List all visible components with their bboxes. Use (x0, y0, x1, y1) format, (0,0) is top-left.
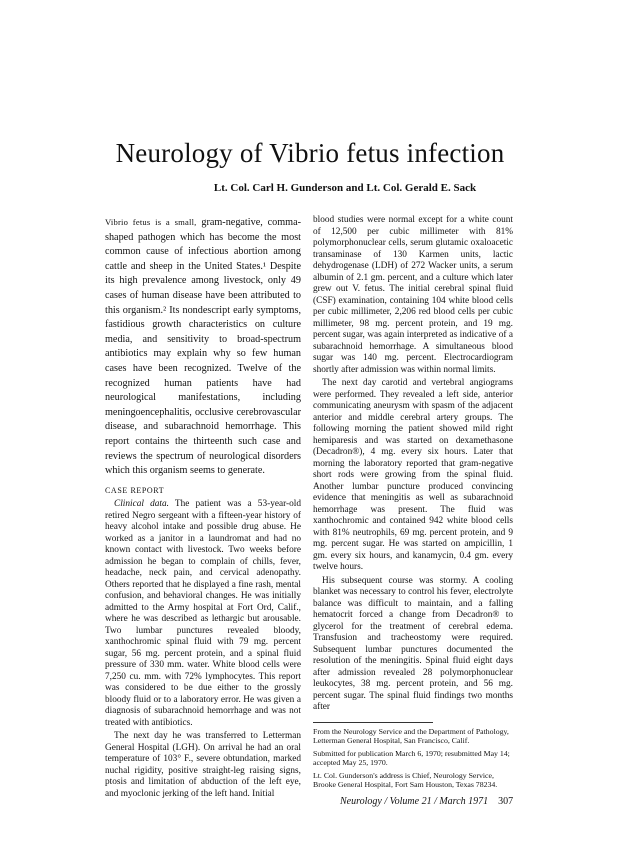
lead-smallcaps: Vibrio fetus is a small, (105, 217, 197, 227)
page-number: 307 (498, 796, 514, 807)
article-title: Neurology of Vibrio fetus infection (115, 138, 505, 168)
section-heading: CASE REPORT (105, 485, 165, 495)
footnote-submission: Submitted for publication March 6, 1970; resubmitted May 14; accepted May 25, 1970. (313, 748, 510, 768)
journal-citation: Neurology / Volume 21 / March 1971 (340, 796, 489, 807)
body-paragraph: His subsequent course was stormy. A cooling blanket was necessary to control his fever, electrolyte balance was difficult to maintain, and a falling hematocrit forced a change from Decadron® to glycerol for the treatment of cerebral edema. Transfusion and tracheostomy were required. Subsequent lumbar punctures documented the resolution of the meningitis. Spinal fluid eight days after admission revealed 28 polymorphonuclear leukocytes, 38 mg. percent protein, and 56 mg. percent sugar. The spinal fluid findings two months after (313, 575, 513, 712)
body-paragraph: The next day carotid and vertebral angiograms were performed. They revealed a left side, anterior communicating aneurysm with spasm of the adjacent anterior and middle cerebral artery groups. The following morning the patient showed mild right hemiparesis and was started on dexamethasone (Decadron®), 4 mg. every six hours. Later that morning the laboratory reported that gram-negative short rods were growing from the spinal fluid. Another lumbar puncture produced convincing evidence that meningitis as well as subarachnoid hemorrhage was present. The fluid was xanthochromic and contained 942 white blood cells with 81% neutrophils, 69 mg. percent protein, and 9 mg. percent sugar. He was started on ampicillin, 1 gm. every six hours, and kanamycin, 0.4 gm. every twelve hours. (313, 378, 513, 572)
body-paragraph: blood studies were normal except for a white count of 12,500 per cubic millimeter with 81% polymorphonuclear cells, serum glutamic oxaloacetic transaminase of 130 Karmen units, lactic dehydrogenase (LDH) of 272 Wacker units, a serum albumin of 2.1 gm. percent, and a culture which later grew out V. fetus. The initial cerebral spinal fluid (CSF) examination, containing 104 white blood cells per cubic millimeter, 2,206 red blood cells per cubic millimeter, 98 mg. percent protein, and 19 mg. percent sugar, was again interpreted as indicative of a subarachnoid hemorrhage. A simultaneous blood sugar was 140 mg. percent. Electrocardiogram shortly after admission was within normal limits. (313, 215, 513, 375)
clinical-data-paragraph (105, 499, 301, 729)
left-column (105, 215, 301, 800)
footnote-affiliation: From the Neurology Service and the Department of Pathology, Letterman General Hospital, San Francisco, Calif. (313, 726, 509, 746)
running-footer (340, 796, 520, 808)
clinical-data-label: Clinical data. (114, 499, 169, 510)
lead-text: gram-negative, comma-shaped pathogen which has become the most common cause of infectious abortion among cattle and sheep in the United States.¹ Despite its high prevalence among livestock, only 49 cases of human disease have been attributed to this organism.² Its nondescript early symptoms, fastidious growth characteristics on culture media, and sensitivity to broad-spectrum antibiotics may explain why so few human cases have been recognized. Twelve of the recognized human patients have had neurological manifestations, including meningoencephalitis, occlusive cerebrovascular disease, and subarachnoid hemorrhage. This report contains the thirteenth such case and reviews the spectrum of neurological disorders which this organism seems to generate. (105, 217, 301, 477)
lead-paragraph (105, 215, 301, 479)
right-column (313, 215, 513, 793)
clinical-data-text: The patient was a 53-year-old retired Negro sergeant with a fifteen-year history of heavy alcohol intake and possible drug abuse. He worked as a janitor in a laundromat and had no known contact with livestock. Two weeks before admission he began to complain of chills, fever, headache, neck pain, and cervical adenopathy. Others reported that he displayed a fine rash, mental confusion, and behavioral changes. He was initially admitted to the Army hospital at Fort Ord, Calif., where he was described as lethargic but arousable. Two lumbar punctures revealed bloody, xanthochromic spinal fluid with 79 mg. percent sugar, 56 mg. percent protein, and a spinal fluid pressure of 330 mm. water. White blood cells were 7,250 cu. mm. with 72% lymphocytes. This report was considered to be due either to the grossly bloody fluid or to a laboratory error. He was given a diagnosis of subarachnoid hemorrhage and was not treated with antibiotics. (105, 499, 301, 728)
footnote-divider (313, 722, 433, 723)
footnote-address: Lt. Col. Gunderson's address is Chief, Neurology Service, Brooke General Hospital, Fort Sam Houston, Texas 78234. (313, 770, 498, 790)
body-paragraph: The next day he was transferred to Letterman General Hospital (LGH). On arrival he had an oral temperature of 103° F., severe obtundation, marked nuchal rigidity, positive straight-leg raising signs, ptosis and limitation of abduction of the left eye, and myoclonic jerking of the left hand. Initial (105, 731, 301, 799)
article-authors: Lt. Col. Carl H. Gunderson and Lt. Col. Gerald E. Sack (213, 182, 477, 194)
